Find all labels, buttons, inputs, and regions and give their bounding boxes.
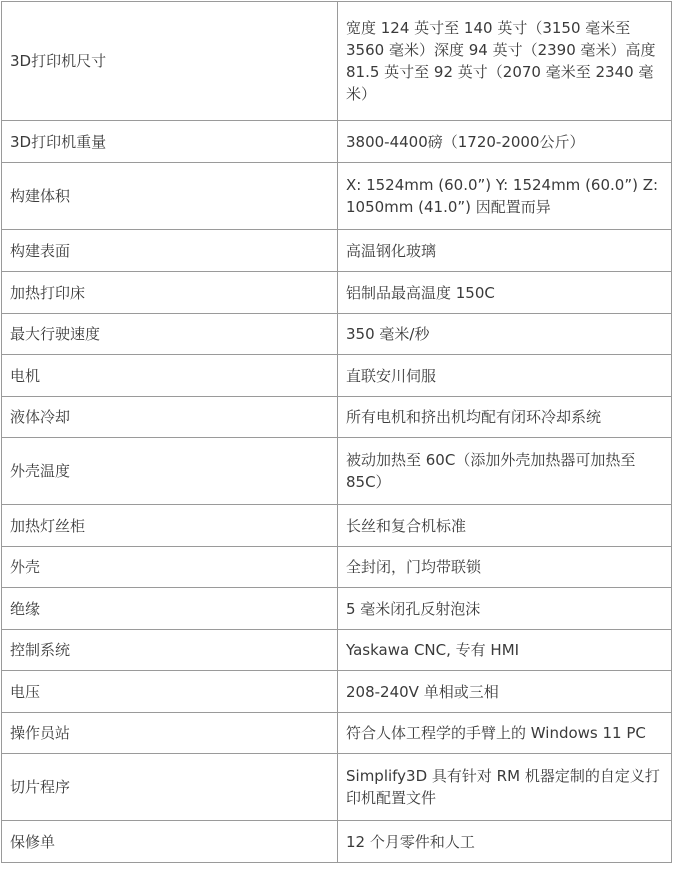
- spec-value: 直联安川伺服: [338, 355, 672, 397]
- spec-value: 符合人体工程学的手臂上的 Windows 11 PC: [338, 713, 672, 754]
- table-row: [2, 397, 672, 438]
- spec-label: 加热打印床: [2, 272, 338, 314]
- spec-label: 加热灯丝柜: [2, 505, 338, 547]
- spec-value: 被动加热至 60C（添加外壳加热器可加热至 85C）: [338, 438, 672, 505]
- spec-label: 3D打印机尺寸: [2, 2, 338, 121]
- spec-label: 电压: [2, 671, 338, 713]
- spec-value: Simplify3D 具有针对 RM 机器定制的自定义打印机配置文件: [338, 754, 672, 821]
- spec-value: X: 1524mm (60.0”) Y: 1524mm (60.0”) Z: 1050mm (41.0”) 因配置而异: [338, 163, 672, 230]
- table-row: [2, 355, 672, 397]
- spec-label: 液体冷却: [2, 397, 338, 438]
- table-row: [2, 713, 672, 754]
- spec-label: 外壳温度: [2, 438, 338, 505]
- spec-value: 12 个月零件和人工: [338, 821, 672, 863]
- spec-label: 绝缘: [2, 588, 338, 630]
- spec-label: 操作员站: [2, 713, 338, 754]
- spec-label: 外壳: [2, 547, 338, 588]
- spec-value: 所有电机和挤出机均配有闭环冷却系统: [338, 397, 672, 438]
- table-row: [2, 163, 672, 230]
- spec-value: 208-240V 单相或三相: [338, 671, 672, 713]
- spec-value: 5 毫米闭孔反射泡沫: [338, 588, 672, 630]
- spec-label: 构建体积: [2, 163, 338, 230]
- spec-value: 3800-4400磅（1720-2000公斤）: [338, 121, 672, 163]
- table-row: [2, 438, 672, 505]
- spec-value: 350 毫米/秒: [338, 314, 672, 355]
- spec-value: 宽度 124 英寸至 140 英寸（3150 毫米至 3560 毫米）深度 94 英寸（2390 毫米）高度 81.5 英寸至 92 英寸（2070 毫米至 2340 毫米）: [338, 2, 672, 121]
- spec-label: 电机: [2, 355, 338, 397]
- spec-value: 高温钢化玻璃: [338, 230, 672, 272]
- spec-label: 3D打印机重量: [2, 121, 338, 163]
- table-row: [2, 272, 672, 314]
- table-row: [2, 588, 672, 630]
- table-row: [2, 547, 672, 588]
- spec-table: [1, 1, 672, 863]
- table-row: [2, 505, 672, 547]
- spec-label: 最大行驶速度: [2, 314, 338, 355]
- spec-value: 全封闭，门均带联锁: [338, 547, 672, 588]
- table-row: [2, 630, 672, 671]
- table-row: [2, 671, 672, 713]
- spec-label: 构建表面: [2, 230, 338, 272]
- table-row: [2, 314, 672, 355]
- spec-label: 切片程序: [2, 754, 338, 821]
- table-row: [2, 2, 672, 121]
- spec-label: 控制系统: [2, 630, 338, 671]
- table-row: [2, 121, 672, 163]
- table-row: [2, 754, 672, 821]
- spec-label: 保修单: [2, 821, 338, 863]
- spec-table-body: [2, 2, 672, 863]
- spec-value: 铝制品最高温度 150C: [338, 272, 672, 314]
- table-row: [2, 821, 672, 863]
- table-row: [2, 230, 672, 272]
- spec-value: Yaskawa CNC, 专有 HMI: [338, 630, 672, 671]
- spec-value: 长丝和复合机标准: [338, 505, 672, 547]
